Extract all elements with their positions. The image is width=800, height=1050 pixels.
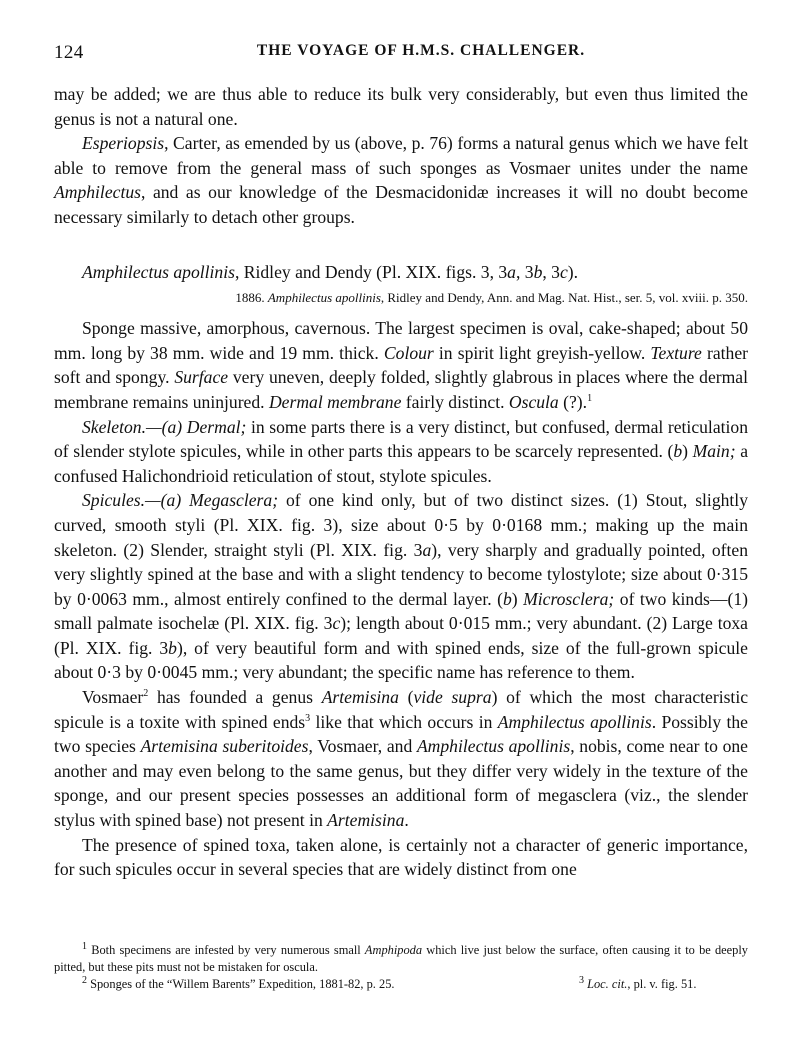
spicules-label: Spicules.—(a)	[82, 490, 190, 511]
text-span: a confused Halichondrioid reticulation of stout, stylote spicules.	[54, 441, 748, 486]
text-span: , 3	[542, 261, 560, 282]
footnote-ref: 2	[143, 688, 149, 700]
text-span: ).	[567, 261, 579, 282]
syn-year: 1886.	[235, 290, 268, 306]
intro-text: may be added; we are thus able to reduce its bulk very considerably, but even thus limited the genus is not a natural one.	[54, 84, 748, 129]
text-span: Vosmaer	[82, 687, 144, 708]
species-heading	[54, 260, 748, 285]
genus-esperiopsis: Esperiopsis	[82, 133, 165, 154]
text-span: in spirit light greyish-yellow.	[433, 342, 651, 363]
text-span: Both specimens are infested by very numerous small	[87, 943, 365, 957]
text-span: has founded a genus	[148, 687, 322, 708]
text-span: ), of very beautiful form and with spined ends, size of the full-grown spicule about 0·3 by 0·0045 mm.; very abundant; the specific name has reference to them.	[54, 637, 748, 683]
text-span: Sponge massive, amorphous, cavernous. The largest specimen is oval, cake-shaped; about 50 mm. long by 38 mm. wide and 19 mm. thick.	[54, 318, 748, 363]
paragraph-esperiopsis	[54, 131, 748, 229]
taxon-amphipoda: Amphipoda	[364, 943, 423, 957]
text-span: , nobis, come near to one another and may even belong to the same genus, but they differ very widely in the texture of the sponge, and our present species possesses an additional form of megasclera (viz., the slender stylus with spined base) not present in	[54, 736, 748, 831]
genus-amphilectus: Amphilectus	[54, 182, 141, 203]
dermal-membrane-label: Dermal membrane	[268, 391, 402, 412]
footnote-3	[579, 976, 696, 993]
text-span: of one kind only, but of two distinct sizes. (1) Stout, slightly curved, smooth styli (Pl. XIX. fig. 3), size about 0·5 by 0·0168 mm.; making up the main skeleton. (2) Slender, straight styli (Pl. XIX. fig. 3	[54, 490, 748, 560]
text-span: , Vosmaer, and	[308, 736, 417, 757]
text-span: (	[398, 687, 414, 708]
text-span: like that which occurs in	[310, 711, 498, 732]
syn-reference: , Ridley and Dendy, Ann. and Mag. Nat. Hist., ser. 5, vol. xviii. p. 350.	[380, 290, 748, 306]
footnote-ref: 3	[305, 712, 311, 724]
footnote-mark: 1	[82, 940, 87, 952]
footnote-1	[54, 942, 748, 976]
fig-letter: a	[422, 539, 432, 560]
text-span: in some parts there is a very distinct, but confused, dermal reticulation of slender stylote spicules, while in other parts this appears to be scarcely represented. (	[54, 416, 748, 462]
footnote-mark: 3	[579, 974, 584, 986]
species-name: Amphilectus apollinis	[497, 711, 652, 732]
text-span: rather soft and spongy.	[54, 342, 748, 388]
body-text	[54, 82, 748, 882]
microsclera-label: Microsclera;	[523, 588, 615, 609]
text-span: , Carter, as emended by us (above, p. 76) forms a natural genus which we have felt able to remove from the general mass of such sponges as Vosmaer unites under the name	[54, 133, 748, 178]
page-header	[54, 42, 748, 66]
text-span: )	[682, 441, 693, 462]
vide-supra: vide supra	[413, 687, 492, 708]
text-span: . Possibly the two species	[54, 711, 748, 757]
dermal-label: Dermal;	[186, 416, 247, 437]
text-span: very uneven, deeply folded, slightly glabrous in places where the dermal membrane remains uninjured.	[54, 367, 749, 412]
loc-cit: Loc. cit.	[584, 977, 628, 991]
text-span: )	[511, 588, 524, 609]
running-title: THE VOYAGE OF H.M.S. CHALLENGER.	[256, 42, 586, 59]
genus-artemisina: Artemisina	[327, 810, 405, 831]
genus-artemisina: Artemisina	[321, 687, 399, 708]
surface-label: Surface	[174, 367, 229, 388]
text-span: Sponges of the “Willem Barents” Expedition, 1881-82, p. 25.	[87, 977, 395, 991]
species-name: Artemisina suberitoides	[140, 736, 309, 757]
oscula-label: Oscula	[508, 391, 559, 412]
text-span: (?).	[558, 391, 588, 412]
text-span: , 3	[515, 261, 534, 282]
species-authority: , Ridley and Dendy (Pl. XIX. figs. 3, 3	[234, 261, 508, 282]
texture-label: Texture	[650, 342, 702, 363]
text-span: ); length about 0·015 mm.; very abundant. (2) Large toxa (Pl. XIX. fig. 3	[54, 613, 748, 658]
paragraph-intro-continuation	[54, 82, 748, 131]
footnote-2	[82, 976, 395, 993]
species-name: Amphilectus apollinis	[82, 261, 235, 282]
footnote-mark: 2	[82, 974, 87, 986]
fig-letter: b	[168, 637, 177, 658]
syn-name: Amphilectus apollinis	[267, 290, 381, 306]
colour-label: Colour	[383, 342, 434, 363]
page-number: 124	[54, 42, 84, 63]
fig-letter: a	[507, 261, 516, 282]
paragraph-spicules	[54, 488, 748, 685]
text-span: fairly distinct.	[401, 391, 509, 412]
fig-letter: c	[332, 613, 341, 634]
text-span: of two kinds—(1) small palmate isochelæ (Pl. XIX. fig. 3	[54, 588, 748, 634]
footnote-ref: 1	[587, 393, 593, 405]
footnote-row	[54, 976, 748, 993]
text-span: , and as our knowledge of the Desmacidonidæ increases it will no doubt become necessary similarly to detach other groups.	[54, 182, 748, 227]
text-span: which live just below the surface, often causing it to be deeply pitted, but these pits must not be mistaken for oscula.	[54, 943, 748, 974]
letter: b	[673, 441, 683, 462]
skeleton-label: Skeleton.—(a)	[82, 416, 187, 437]
paragraph-skeleton	[54, 415, 748, 489]
synonymy-line	[54, 288, 748, 308]
text-span: ), very sharply and gradually pointed, often very slightly spined at the base and with a slight tendency to become tylostylote; size about 0·315 by 0·0063 mm., almost entirely confined to the dermal layer. (	[54, 539, 748, 609]
megasclera-label: Megasclera;	[189, 490, 279, 511]
fig-letter: c	[559, 261, 568, 282]
paragraph-presence	[54, 833, 748, 882]
paragraph-description	[54, 316, 748, 414]
fig-letter: b	[533, 261, 543, 282]
main-label: Main;	[692, 441, 736, 462]
text-span: ) of which the most characteristic spicule is a toxite with spined ends	[54, 687, 749, 732]
paragraph-vosmaer	[54, 685, 748, 833]
footnotes	[54, 942, 748, 993]
species-name: Amphilectus apollinis	[416, 736, 571, 757]
text-span: .	[404, 810, 409, 831]
text-span: The presence of spined toxa, taken alone, is certainly not a character of generic importance, for such spicules occur in several species that are widely distinct from one	[54, 834, 748, 880]
letter: b	[502, 588, 512, 609]
text-span: , pl. v. fig. 51.	[627, 977, 697, 991]
